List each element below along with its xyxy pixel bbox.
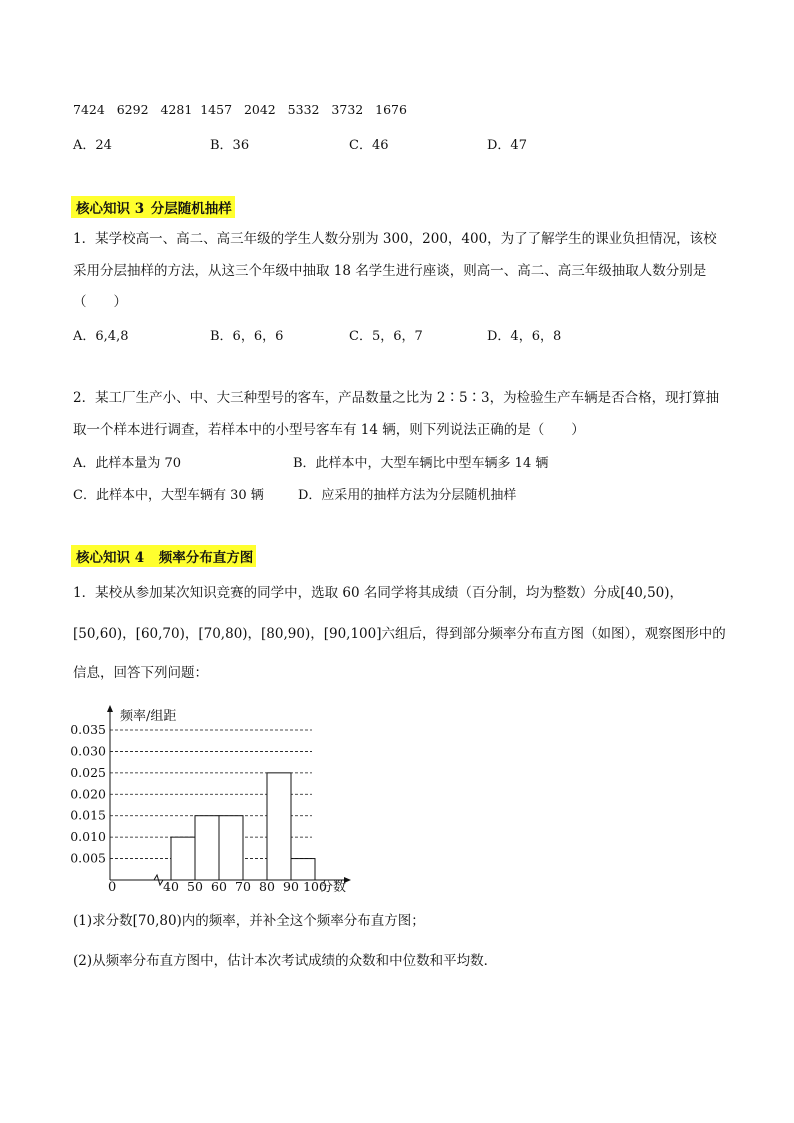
y-tick-label: 0.025: [70, 764, 106, 780]
histogram-bar-60-70: [219, 816, 243, 880]
s3-q1-option-d: D．4，6，8: [487, 329, 562, 344]
x-tick-label: 60: [211, 879, 227, 894]
section4-label: 核心知识 4: [76, 550, 145, 566]
option-c: C．46: [349, 138, 389, 153]
s3-q1-option-b: B．6，6，6: [210, 329, 284, 344]
y-tick-label: 0.005: [70, 850, 106, 866]
option-a: A．24: [73, 138, 112, 153]
section4-title: 频率分布直方图: [158, 550, 254, 566]
section3-title: 分层随机抽样: [150, 201, 232, 217]
origin-label: 0: [108, 880, 117, 895]
histogram-bars: [171, 773, 315, 880]
s3-q1-line2: 采用分层抽样的方法，从这三个年级中抽取 18 名学生进行座谈，则高一、高二、高三年级抽取人数分别是: [73, 263, 707, 279]
s4-q1-line3: 信息，回答下列问题：: [73, 665, 208, 681]
y-tick-label: 0.020: [70, 786, 106, 802]
option-d: D．47: [487, 138, 527, 153]
x-axis-label: 分数: [320, 880, 347, 895]
s3-q2-line2: 取一个样本进行调查，若样本中的小型号客车有 14 辆，则下列说法正确的是（ ）: [73, 422, 585, 438]
frequency-histogram: [68, 702, 358, 897]
s3-q2-line1: 2．某工厂生产小、中、大三种型号的客车，产品数量之比为 2∶5∶3，为检验生产车辆是否合格，现打算抽: [73, 390, 720, 406]
section4-heading: [71, 545, 256, 567]
s3-q1-line3: （ ）: [73, 294, 127, 310]
x-tick-label: 90: [283, 879, 299, 894]
s3-q2-option-b: B．此样本中，大型车辆比中型车辆多 14 辆: [293, 456, 549, 471]
option-b: B．36: [210, 138, 250, 153]
s3-q1-option-a: A．6,4,8: [73, 329, 129, 344]
s3-q2-option-a: A．此样本量为 70: [73, 456, 182, 471]
x-tick-label: 100: [303, 879, 327, 894]
x-tick-label: 80: [259, 879, 275, 894]
x-tick-label: 50: [187, 879, 203, 894]
y-axis-label: 频率/组距: [120, 709, 177, 724]
section3-label: 核心知识 3: [76, 201, 145, 217]
y-tick-label: 0.010: [70, 829, 106, 845]
s3-q2-option-d: D．应采用的抽样方法为分层随机抽样: [298, 488, 517, 503]
s4-sub-question-1: (1)求分数[70,80)内的频率，并补全这个频率分布直方图；: [73, 913, 425, 929]
s3-q1-line1: 1．某学校高一、高二、高三年级的学生人数分别为 300，200，400，为了了解学生的课业负担情况，该校: [73, 231, 717, 247]
histogram-bar-90-100: [291, 859, 315, 880]
random-number-row: 7424 6292 4281 1457 2042 5332 3732 1676: [73, 102, 407, 117]
y-tick-label: 0.015: [70, 807, 106, 823]
section3-heading: [71, 196, 235, 218]
s3-q1-option-c: C．5，6，7: [349, 329, 423, 344]
histogram-bar-50-60: [195, 816, 219, 880]
histogram-bar-40-50: [171, 837, 195, 880]
y-tick-label: 0.030: [70, 743, 106, 759]
s4-q1-line1: 1．某校从参加某次知识竞赛的同学中，选取 60 名同学将其成绩（百分制，均为整数）分成[40,50)，: [73, 585, 684, 601]
s4-q1-line2: [50,60)，[60,70)，[70,80)，[80,90)，[90,100]六组后，得到部分频率分布直方图（如图），观察图形中的: [73, 626, 726, 642]
s3-q2-option-c: C．此样本中，大型车辆有 30 辆: [73, 488, 264, 503]
x-tick-label: 70: [235, 879, 251, 894]
x-tick-label: 40: [163, 879, 179, 894]
y-tick-label: 0.035: [70, 722, 106, 737]
histogram-bar-80-90: [267, 773, 291, 880]
s4-sub-question-2: (2)从频率分布直方图中，估计本次考试成绩的众数和中位数和平均数．: [73, 953, 498, 969]
